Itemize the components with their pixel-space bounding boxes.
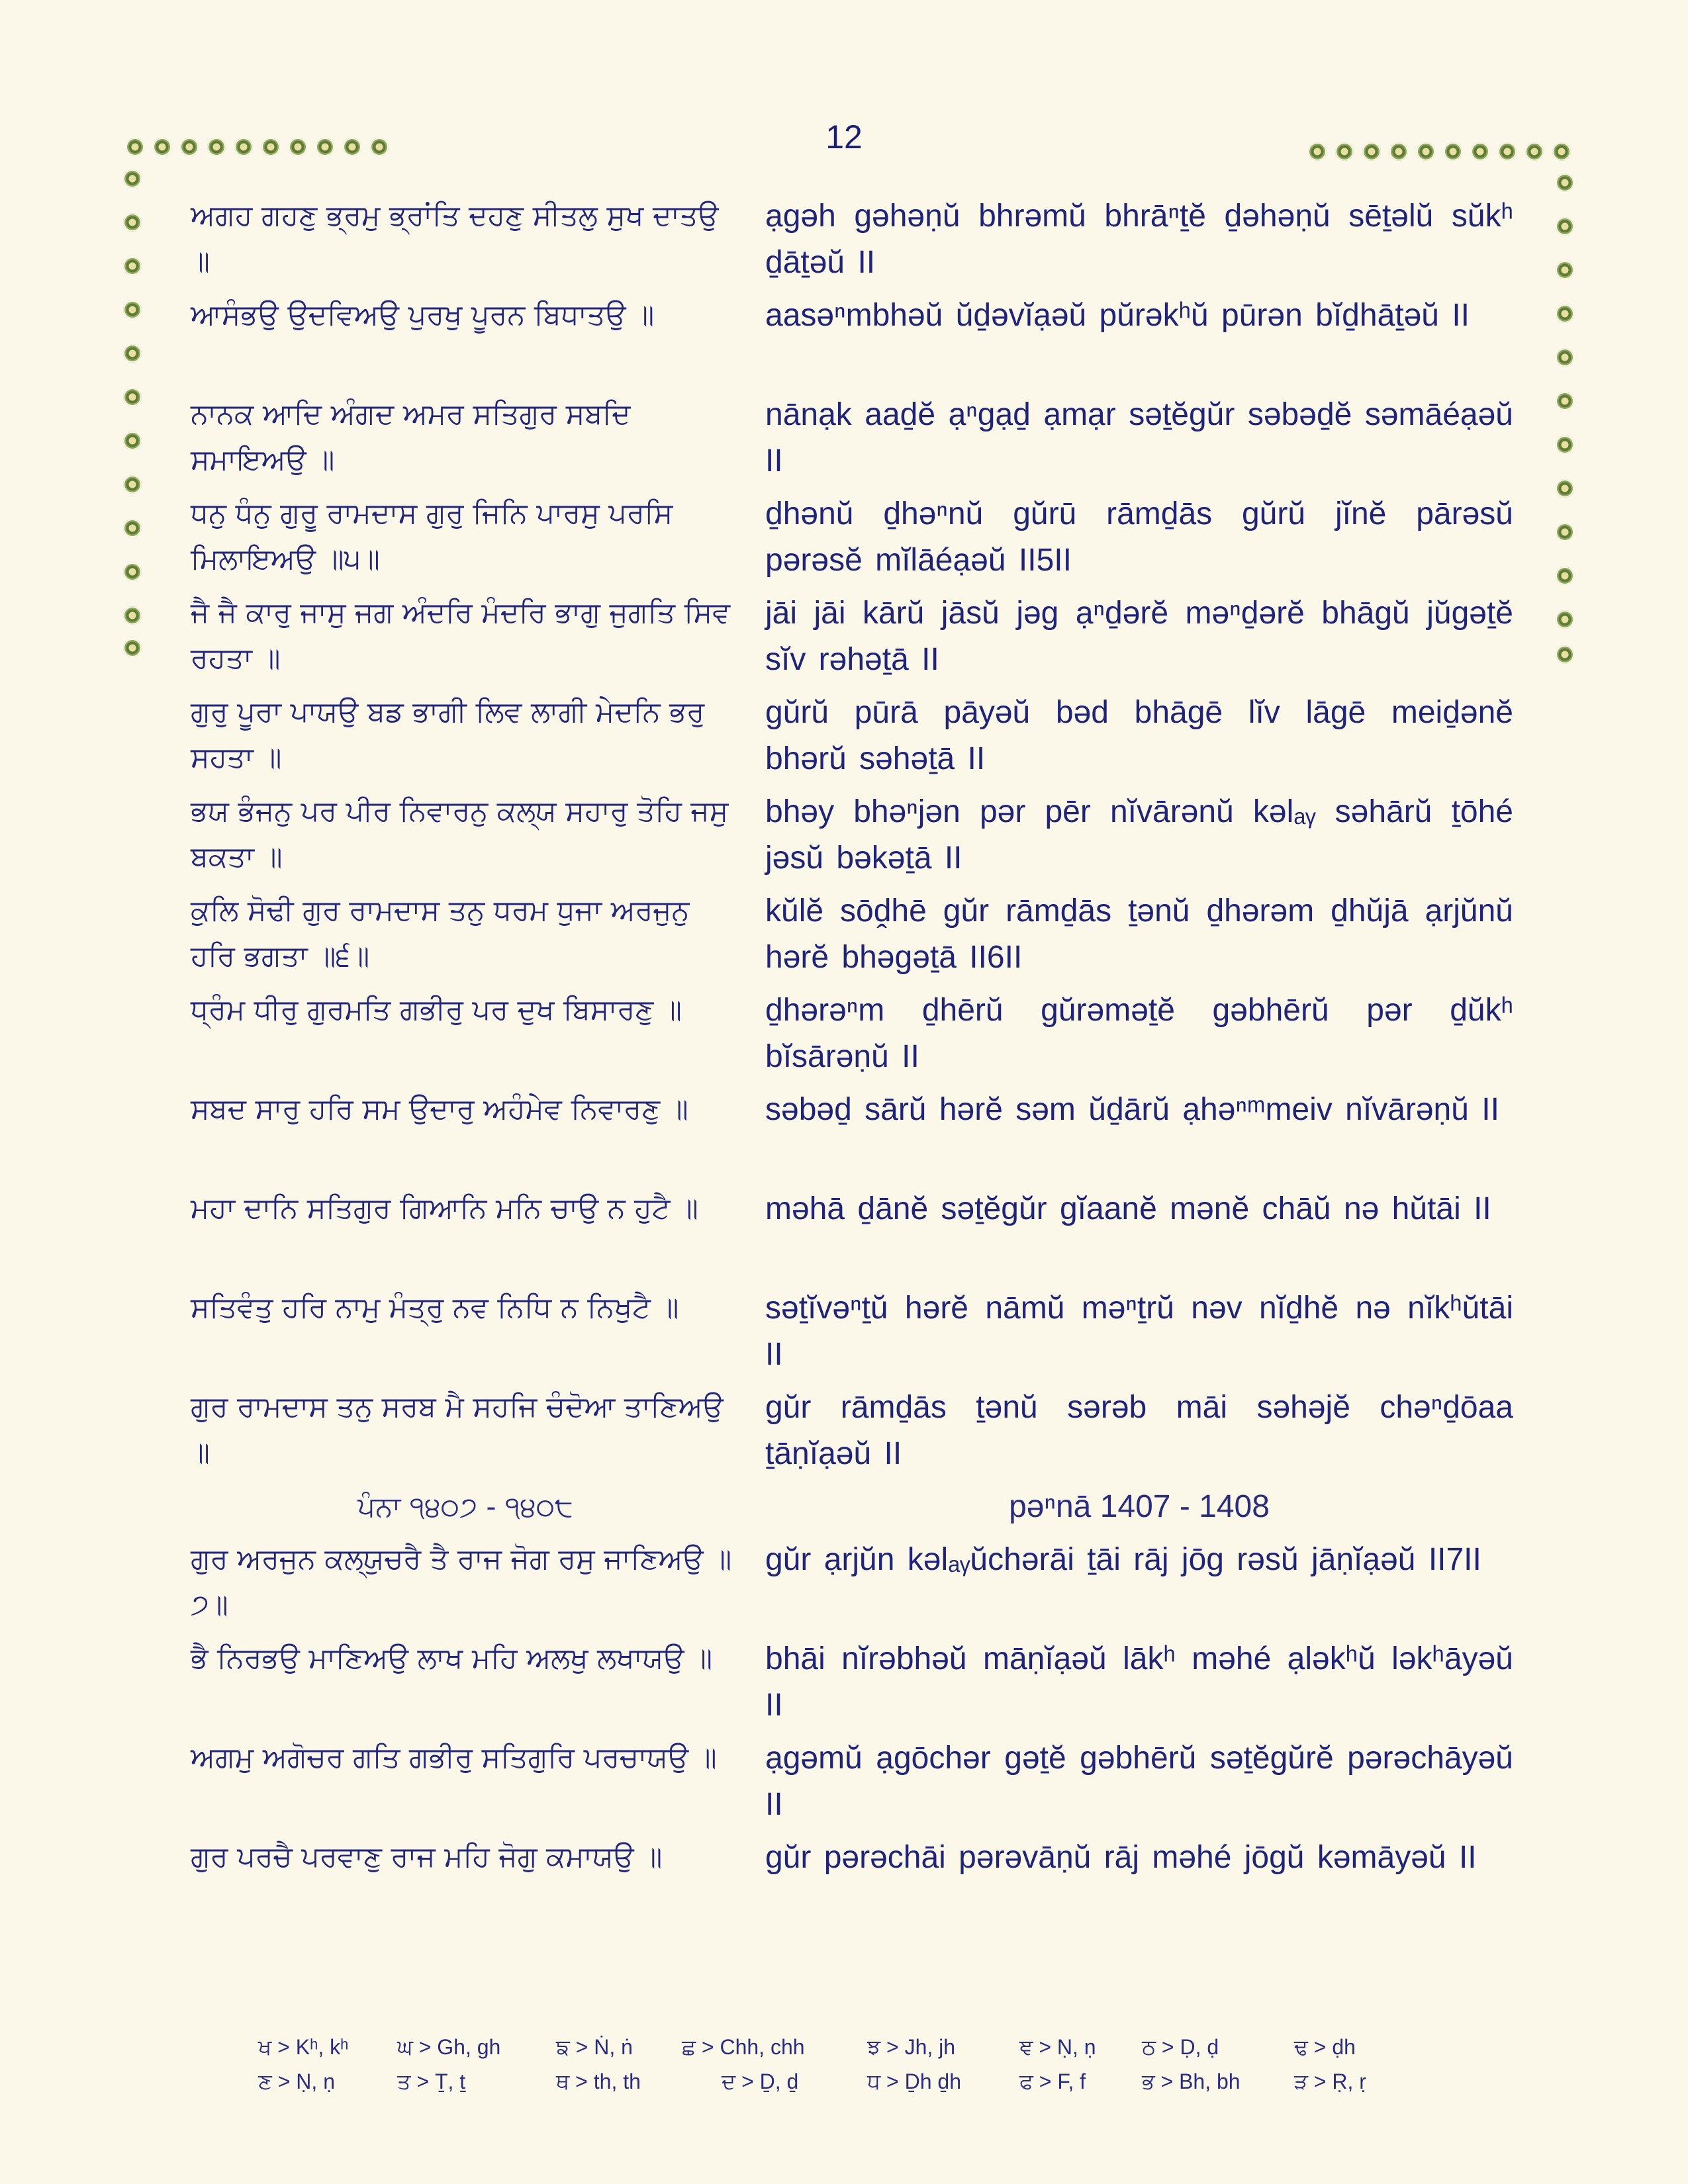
flower-icon bbox=[1556, 645, 1574, 664]
flower-icon bbox=[1389, 142, 1408, 161]
flower-icon bbox=[1556, 173, 1574, 192]
verse-gurmukhi: ਮਹਾ ਦਾਨਿ ਸਤਿਗੁਰ ਗਿਆਨਿ ਮਨਿ ਚਾਉ ਨ ਹੁਟੈ ॥ bbox=[191, 1192, 698, 1225]
key-item: ਝ > Jh, jh bbox=[867, 2035, 956, 2059]
verse-transliteration: gŭrŭ pūrā pāyəŭ bəd bhāgē lĭv lāgē meiḏənĕ bhərŭ səhəṯā II bbox=[765, 695, 1513, 776]
flower-icon bbox=[1556, 523, 1574, 541]
key-item: ਣ > Ṇ, ṇ bbox=[258, 2070, 335, 2093]
flower-icon bbox=[289, 138, 307, 156]
flower-icon bbox=[1556, 479, 1574, 498]
verse-gurmukhi: ਧਨੁ ਧੰਨੁ ਗੁਰੂ ਰਾਮਦਾਸ ਗੁਰੁ ਜਿਨਿ ਪਾਰਸੁ ਪਰਸਿ ਮਿਲਾਇਅਉ ॥੫॥ bbox=[191, 497, 673, 576]
key-item: ਘ > Gh, gh bbox=[397, 2035, 501, 2059]
verse-gurmukhi: ਗੁਰ ਰਾਮਦਾਸ ਤਨੁ ਸਰਬ ਮੈ ਸਹਜਿ ਚੰਦੋਆ ਤਾਣਿਅਉ ॥ bbox=[191, 1390, 724, 1469]
verse-transliteration: nānạk aaḏĕ ạⁿgạḏ ạmạr səṯĕgŭr səbəḏĕ səmāéạəŭ II bbox=[765, 397, 1513, 478]
flower-icon bbox=[123, 388, 142, 406]
verse-gurmukhi: ਕੁਲਿ ਸੋਢੀ ਗੁਰ ਰਾਮਦਾਸ ਤਨੁ ਧਰਮ ਧੁਜਾ ਅਰਜੁਨੁ ਹਰਿ ਭਗਤਾ ॥੬॥ bbox=[191, 894, 690, 973]
verse-transliteration: məhā ḏānĕ səṯĕgŭr gĭaanĕ mənĕ chāŭ nə hŭtāi II bbox=[765, 1191, 1491, 1226]
verse-gurmukhi: ਗੁਰੁ ਪੂਰਾ ਪਾਯਉ ਬਡ ਭਾਗੀ ਲਿਵ ਲਾਗੀ ਮੇਦਨਿ ਭਰੁ ਸਹਤਾ ॥ bbox=[191, 696, 705, 774]
flower-icon bbox=[153, 138, 171, 156]
flower-icon bbox=[316, 138, 334, 156]
verse-transliteration: kŭlĕ sōḓhē gŭr rāmḏās ṯənŭ ḏhərəm ḏhŭjā ạrjŭnŭ hərĕ bhəgəṯā II6II bbox=[765, 893, 1513, 975]
flower-icon bbox=[1556, 261, 1574, 279]
flower-icon bbox=[207, 138, 226, 156]
section-heading-gurmukhi: ਪੰਨਾ ੧੪੦੭ - ੧੪੦੮ bbox=[357, 1490, 573, 1523]
key-item: ਖ > Kʰ, kʰ bbox=[258, 2035, 349, 2059]
verse-transliteration: gŭr ạrjŭn kəlₐᵧŭchərāi ṯāi rāj jōg rəsŭ jāṇĭạəŭ II7II bbox=[765, 1542, 1481, 1577]
flower-icon bbox=[123, 300, 142, 319]
flower-icon bbox=[1556, 610, 1574, 629]
verse-gurmukhi: ਆਸੰਭਉ ਉਦਵਿਅਉ ਪੁਰਖੁ ਪੂਰਨ ਬਿਧਾਤਉ ॥ bbox=[191, 298, 655, 332]
flower-icon bbox=[123, 475, 142, 494]
key-row bbox=[258, 2070, 1450, 2104]
flower-icon bbox=[234, 138, 253, 156]
section-heading-transliteration: pəⁿnā 1407 - 1408 bbox=[1009, 1489, 1270, 1524]
flower-icon bbox=[261, 138, 280, 156]
flower-icon bbox=[123, 169, 142, 188]
flower-icon bbox=[126, 138, 144, 156]
verse-transliteration: səbəḏ sārŭ hərĕ səm ŭḏārŭ ạhəⁿᵐmeiv nĭvārəṇŭ II bbox=[765, 1092, 1499, 1127]
verse-transliteration: ạgəmŭ ạgōchər gəṯĕ gəbhērŭ səṯĕgŭrĕ pərəchāyəŭ II bbox=[765, 1741, 1513, 1822]
flower-icon bbox=[1525, 142, 1544, 161]
verse-gurmukhi: ਭਯ ਭੰਜਨੁ ਪਰ ਪੀਰ ਨਿਵਾਰਨੁ ਕਲ੍ਯ ਸਹਾਰੁ ਤੋਹਿ ਜਸੁ ਬਕਤਾ ॥ bbox=[191, 795, 729, 874]
verse-transliteration: səṯĭvəⁿṯŭ hərĕ nāmŭ məⁿṯrŭ nəv nĭḏhĕ nə nĭkʰŭtāi II bbox=[765, 1291, 1513, 1372]
verse-transliteration: bhəy bhəⁿjən pər pēr nĭvārənŭ kəlₐᵧ səhārŭ ṯōhé jəsŭ bəkəṯā II bbox=[765, 794, 1513, 876]
verse-gurmukhi: ਨਾਨਕ ਆਦਿ ਅੰਗਦ ਅਮਰ ਸਤਿਗੁਰ ਸਬਦਿ ਸਮਾਇਅਉ ॥ bbox=[191, 398, 631, 477]
key-item: ਦ > Ḏ, ḏ bbox=[722, 2070, 799, 2093]
flower-icon bbox=[1417, 142, 1435, 161]
key-item: ਙ > Ṅ, ṅ bbox=[556, 2035, 633, 2059]
verse-transliteration: ạgəh gəhəṇŭ bhrəmŭ bhrāⁿṯĕ ḏəhəṇŭ sēṯəlŭ sŭkʰ ḏāṯəŭ II bbox=[765, 199, 1513, 280]
key-item: ਢ > ḍh bbox=[1294, 2035, 1356, 2059]
flower-icon bbox=[1556, 567, 1574, 585]
flower-icon bbox=[1471, 142, 1489, 161]
key-item: ਧ > Ḏh ḏh bbox=[867, 2070, 962, 2093]
verse-gurmukhi: ਜੈ ਜੈ ਕਾਰੁ ਜਾਸੁ ਜਗ ਅੰਦਰਿ ਮੰਦਰਿ ਭਾਗੁ ਜੁਗਤਿ ਸਿਵ ਰਹਤਾ ॥ bbox=[191, 596, 731, 675]
flower-icon bbox=[123, 519, 142, 537]
flower-icon bbox=[1552, 142, 1571, 161]
verse-gurmukhi: ਅਗਹ ਗਹਣੁ ਭ੍ਰਮੁ ਭ੍ਰਾਂਤਿ ਦਹਣੁ ਸੀਤਲੁ ਸੁਖ ਦਾਤਉ ॥ bbox=[191, 199, 719, 278]
key-row bbox=[258, 2035, 1450, 2070]
flower-icon bbox=[123, 639, 142, 657]
verse-transliteration: aasəⁿmbhəŭ ŭḏəvĭạəŭ pŭrəkʰŭ pūrən bĭḏhāṯəŭ II bbox=[765, 298, 1470, 333]
key-item: ਥ > th, th bbox=[556, 2070, 641, 2093]
verse-gurmukhi: ਭੈ ਨਿਰਭਉ ਮਾਣਿਅਉ ਲਾਖ ਮਹਿ ਅਲਖੁ ਲਖਾਯਉ ॥ bbox=[191, 1642, 713, 1675]
verse-transliteration: ḏhənŭ ḏhəⁿnŭ gŭrū rāmḏās gŭrŭ jĭnĕ pārəsŭ pərəsĕ mĭlāéạəŭ II5II bbox=[765, 496, 1513, 578]
verse-gurmukhi: ਸਬਦ ਸਾਰੁ ਹਰਿ ਸਮ ਉਦਾਰੁ ਅਹੰਮੇਵ ਨਿਵਾਰਣੁ ॥ bbox=[191, 1093, 688, 1126]
key-item: ਛ > Chh, chh bbox=[682, 2035, 805, 2059]
key-item: ਫ > F, f bbox=[1019, 2070, 1086, 2093]
transliteration-key bbox=[258, 2035, 1450, 2104]
flower-icon bbox=[1444, 142, 1462, 161]
flower-icon bbox=[1556, 304, 1574, 323]
flower-icon bbox=[180, 138, 199, 156]
flower-icon bbox=[370, 138, 389, 156]
flower-icon bbox=[123, 606, 142, 625]
key-item: ਤ > Ṯ, ṯ bbox=[397, 2070, 466, 2093]
verse-gurmukhi: ਗੁਰ ਅਰਜੁਨ ਕਲ੍ਯੁਚਰੈ ਤੈ ਰਾਜ ਜੋਗ ਰਸੁ ਜਾਣਿਅਉ ॥੭॥ bbox=[191, 1543, 732, 1621]
verse-gurmukhi: ਧ੍ਰੰਮ ਧੀਰੁ ਗੁਰਮਤਿ ਗਭੀਰੁ ਪਰ ਦੁਖ ਬਿਸਾਰਣੁ ॥ bbox=[191, 993, 682, 1026]
verse-transliteration: gŭr rāmḏās ṯənŭ sərəb māi səhəjĕ chəⁿḏōaa ṯāṇĭạəŭ II bbox=[765, 1390, 1513, 1471]
flower-icon bbox=[1556, 217, 1574, 236]
flower-icon bbox=[343, 138, 361, 156]
key-item: ਞ > Ṇ, ṇ bbox=[1019, 2035, 1096, 2059]
verse-transliteration: ḏhərəⁿm ḏhērŭ gŭrəməṯĕ gəbhērŭ pər ḏŭkʰ bĭsārəṇŭ II bbox=[765, 993, 1513, 1074]
verse-transliteration: gŭr pərəchāi pərəvāṇŭ rāj məhé jōgŭ kəmāyəŭ II bbox=[765, 1840, 1477, 1875]
flower-icon bbox=[123, 344, 142, 363]
flower-icon bbox=[123, 432, 142, 450]
verse-gurmukhi: ਅਗਮੁ ਅਗੋਚਰ ਗਤਿ ਗਭੀਰੁ ਸਤਿਗੁਰਿ ਪਰਚਾਯਉ ॥ bbox=[191, 1741, 717, 1774]
key-item: ਠ > Ḍ, ḍ bbox=[1142, 2035, 1219, 2059]
flower-icon bbox=[1335, 142, 1354, 161]
flower-icon bbox=[123, 563, 142, 581]
verse-gurmukhi: ਸਤਿਵੰਤੁ ਹਰਿ ਨਾਮੁ ਮੰਤ੍ਰੁ ਨਵ ਨਿਧਿ ਨ ਨਿਖੁਟੈ ॥ bbox=[191, 1291, 679, 1324]
flower-icon bbox=[1556, 392, 1574, 410]
flower-icon bbox=[1556, 435, 1574, 454]
flower-icon bbox=[1308, 142, 1327, 161]
key-item: ੜ > Ṛ, ṛ bbox=[1294, 2070, 1366, 2093]
flower-icon bbox=[1498, 142, 1517, 161]
verse-transliteration: jāi jāi kārŭ jāsŭ jəg ạⁿḏərĕ məⁿḏərĕ bhāgŭ jŭgəṯĕ sĭv rəhəṯā II bbox=[765, 596, 1513, 677]
verse-gurmukhi: ਗੁਰ ਪਰਚੈ ਪਰਵਾਣੁ ਰਾਜ ਮਹਿ ਜੋਗੁ ਕਮਾਯਉ ॥ bbox=[191, 1841, 663, 1874]
key-item: ਭ > Bh, bh bbox=[1142, 2070, 1241, 2093]
flower-icon bbox=[1362, 142, 1381, 161]
flower-icon bbox=[123, 257, 142, 275]
flower-icon bbox=[123, 213, 142, 232]
flower-icon bbox=[1556, 348, 1574, 367]
page-number: 12 bbox=[825, 118, 863, 156]
verse-transliteration: bhāi nĭrəbhəŭ māṇĭạəŭ lākʰ məhé ạləkʰŭ ləkʰāyəŭ II bbox=[765, 1641, 1513, 1723]
